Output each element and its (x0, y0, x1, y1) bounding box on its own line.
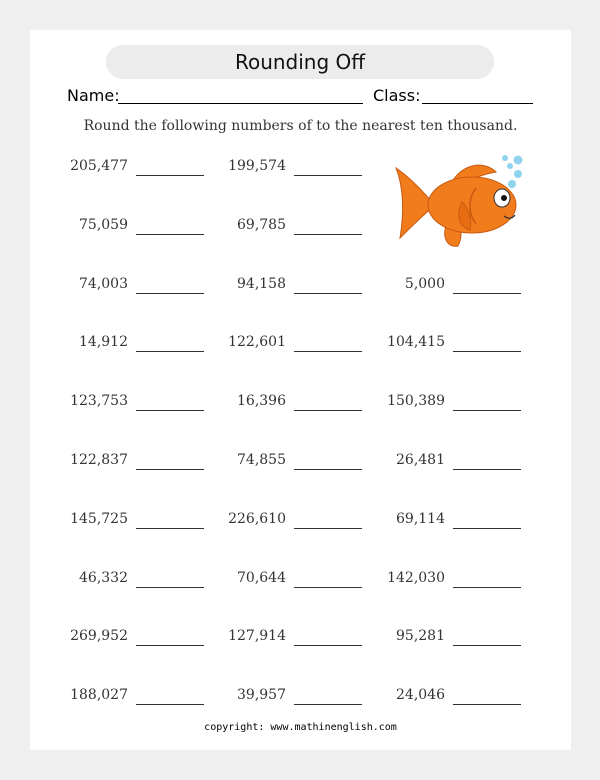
problem-item (70, 393, 204, 417)
problem-item (397, 452, 521, 476)
problem-number: 16,396 (237, 393, 286, 410)
problem-item (397, 511, 521, 535)
bubble (507, 163, 513, 169)
problem-item (228, 158, 362, 182)
problem-item (238, 687, 362, 711)
bubble (514, 156, 523, 165)
worksheet-title: Rounding Off (106, 45, 494, 79)
answer-blank[interactable] (136, 410, 204, 411)
problem-number: 69,785 (237, 216, 286, 233)
problem-item (238, 452, 362, 476)
answer-blank[interactable] (294, 587, 362, 588)
answer-blank[interactable] (453, 528, 521, 529)
answer-blank[interactable] (294, 175, 362, 176)
problem-item (387, 334, 521, 358)
answer-blank[interactable] (136, 528, 204, 529)
problem-number: 69,114 (396, 510, 445, 527)
worksheet (30, 30, 571, 750)
problem-item (228, 510, 362, 535)
problem-number: 122,837 (70, 452, 128, 468)
fish-pupil (501, 195, 507, 201)
problem-number: 74,855 (237, 452, 286, 468)
problem-item (70, 687, 204, 711)
answer-blank[interactable] (136, 587, 204, 588)
problem-item (397, 628, 521, 652)
problem-number: 199,574 (228, 158, 286, 174)
problem-number: 26,481 (396, 452, 445, 468)
problem-number: 122,601 (228, 334, 286, 351)
problem-item (387, 393, 521, 417)
problem-number: 5,000 (404, 275, 445, 292)
problem-item (397, 687, 521, 711)
answer-blank[interactable] (294, 645, 362, 646)
problem-item (80, 334, 204, 358)
problem-item (228, 334, 362, 358)
answer-blank[interactable] (136, 704, 204, 705)
answer-blank[interactable] (294, 410, 362, 411)
answer-blank[interactable] (453, 410, 521, 411)
answer-blank[interactable] (294, 234, 362, 235)
problem-number: 123,753 (70, 393, 128, 410)
problem-number: 150,389 (387, 393, 445, 410)
answer-blank[interactable] (136, 234, 204, 235)
answer-blank[interactable] (136, 645, 204, 646)
problem-item (228, 628, 362, 652)
problem-number: 14,912 (79, 334, 128, 351)
answer-blank[interactable] (453, 351, 521, 352)
problem-item (70, 158, 204, 182)
problem-number: 75,059 (79, 216, 128, 233)
problem-number: 104,415 (387, 334, 445, 351)
bubble (502, 155, 508, 161)
problem-number: 226,610 (228, 510, 286, 527)
class-label: Class: (373, 86, 421, 105)
problem-number: 127,914 (228, 628, 286, 645)
fish-tail (396, 168, 432, 238)
answer-blank[interactable] (453, 645, 521, 646)
problem-item (238, 276, 362, 300)
answer-blank[interactable] (294, 351, 362, 352)
name-blank[interactable] (118, 103, 363, 104)
problem-number: 142,030 (387, 569, 445, 586)
copyright-text: copyright: www.mathinenglish.com (204, 722, 397, 733)
answer-blank[interactable] (453, 704, 521, 705)
problem-item (80, 217, 204, 241)
answer-blank[interactable] (136, 469, 204, 470)
problem-item (397, 276, 521, 300)
problem-number: 188,027 (70, 687, 128, 704)
problem-item (387, 569, 521, 594)
answer-blank[interactable] (136, 293, 204, 294)
name-label: Name: (67, 86, 120, 105)
answer-blank[interactable] (294, 704, 362, 705)
instructions: Round the following numbers of to the nearest ten thousand. (83, 118, 518, 134)
bubble (514, 170, 522, 178)
problem-number: 24,046 (396, 687, 445, 704)
problem-number: 70,644 (237, 569, 286, 586)
problem-item (70, 452, 204, 476)
problem-item (238, 570, 362, 594)
problem-number: 74,003 (79, 275, 128, 292)
problem-item (238, 217, 362, 241)
answer-blank[interactable] (453, 587, 521, 588)
problem-item (238, 393, 362, 417)
answer-blank[interactable] (294, 469, 362, 470)
goldfish-icon (392, 152, 524, 250)
problem-item (80, 570, 204, 594)
bubble (508, 180, 516, 188)
answer-blank[interactable] (453, 293, 521, 294)
problem-item (70, 510, 204, 535)
answer-blank[interactable] (453, 469, 521, 470)
problem-number: 94,158 (237, 275, 286, 292)
class-blank[interactable] (422, 103, 533, 104)
problem-number: 95,281 (396, 628, 445, 645)
answer-blank[interactable] (294, 528, 362, 529)
problem-number: 46,332 (79, 569, 128, 586)
problem-number: 269,952 (70, 628, 128, 645)
problem-number: 39,957 (237, 687, 286, 704)
answer-blank[interactable] (294, 293, 362, 294)
problem-item (80, 276, 204, 300)
problem-number: 145,725 (70, 510, 128, 527)
answer-blank[interactable] (136, 351, 204, 352)
problem-item (70, 628, 204, 652)
problem-number: 205,477 (70, 158, 128, 174)
answer-blank[interactable] (136, 175, 204, 176)
